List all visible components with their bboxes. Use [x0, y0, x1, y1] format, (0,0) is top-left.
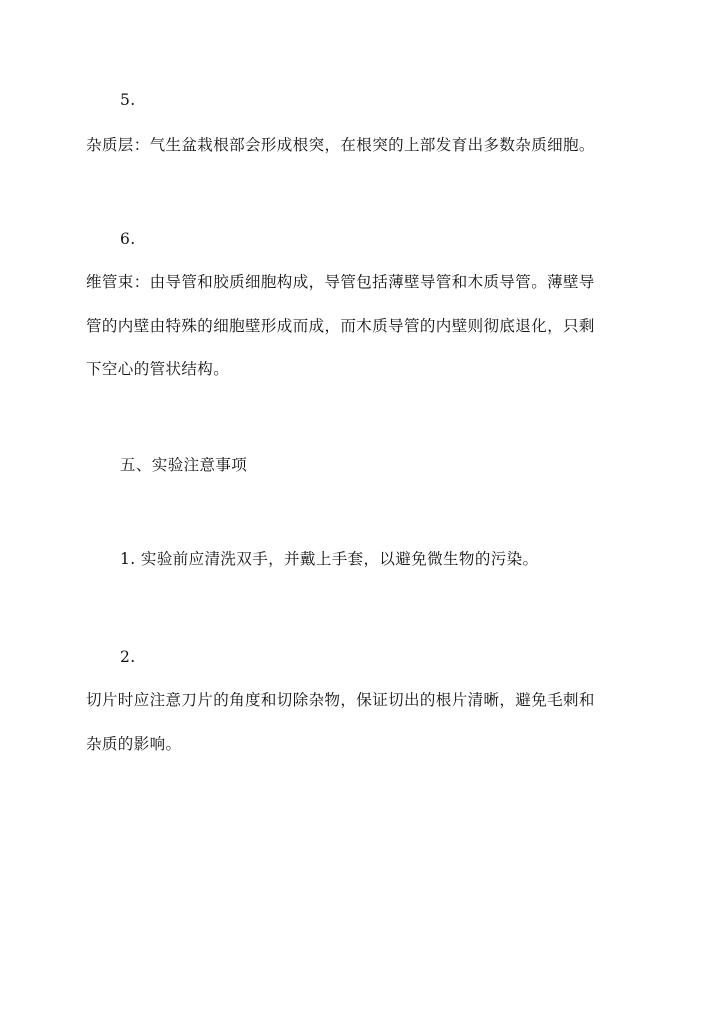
note-1-text: 1. 实验前应清洗双手，并戴上手套，以避免微生物的污染。 — [120, 550, 539, 568]
item-6-text-line-2: 管的内壁由特殊的细胞壁形成而成，而木质导管的内壁则彻底退化，只剩 — [86, 317, 595, 335]
item-6-text-line-1: 维管束：由导管和胶质细胞构成，导管包括薄壁导管和木质导管。薄壁导 — [86, 273, 595, 291]
item-5-number: 5. — [120, 91, 136, 109]
item-6-number: 6. — [120, 230, 136, 248]
section-heading: 五、实验注意事项 — [120, 456, 248, 474]
note-2-number: 2. — [120, 648, 136, 666]
item-5-text: 杂质层：气生盆栽根部会形成根突，在根突的上部发育出多数杂质细胞。 — [86, 136, 595, 154]
note-2-text-line-2: 杂质的影响。 — [86, 735, 182, 753]
note-2-text-line-1: 切片时应注意刀片的角度和切除杂物，保证切出的根片清晰，避免毛刺和 — [86, 691, 595, 709]
item-6-text-line-3: 下空心的管状结构。 — [86, 360, 230, 378]
